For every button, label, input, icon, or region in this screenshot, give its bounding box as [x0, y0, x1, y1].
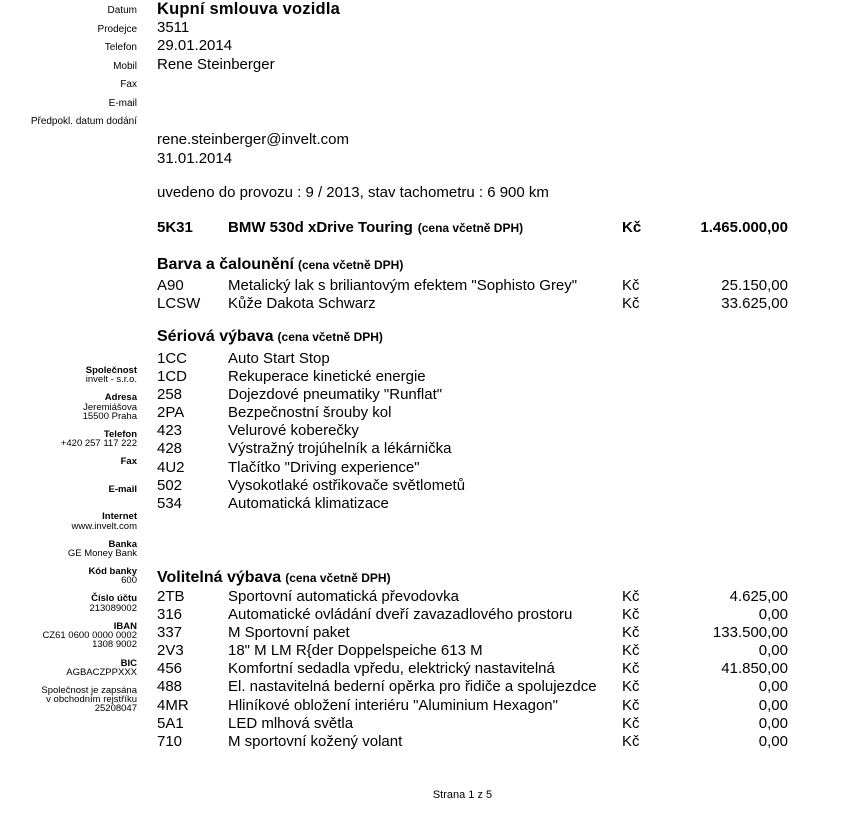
item-price: 0,00 [758, 714, 788, 732]
company-field-value [0, 494, 137, 503]
company-field-label: E-mail [108, 483, 137, 495]
item-currency: Kč [622, 623, 640, 641]
item-description: Bezpečnostní šrouby kol [228, 404, 392, 422]
item-row [157, 697, 788, 715]
item-currency: Kč [622, 678, 640, 696]
item-code: 534 [157, 495, 183, 512]
item-currency: Kč [622, 605, 640, 623]
company-field-value: 600 [121, 575, 137, 587]
item-row [157, 277, 788, 295]
company-field-label: Telefon [103, 429, 137, 441]
item-row [157, 404, 788, 422]
company-field-value: AGBACZPPXXX [66, 666, 137, 678]
header-value-line: 3511 [157, 18, 190, 36]
company-field-label: Kód banky [88, 566, 137, 578]
item-code: 502 [157, 476, 183, 494]
email-value: rene.steinberger@invelt.com [157, 131, 349, 148]
field-label: E-mail [108, 97, 137, 109]
item-row [157, 440, 788, 458]
company-group [0, 659, 137, 678]
item-description: Výstražný trojúhelník a lékárnička [228, 440, 452, 458]
section-color-upholstery [157, 256, 788, 313]
company-group [0, 430, 137, 449]
item-code: 1CD [157, 367, 188, 385]
item-row [157, 459, 788, 477]
item-row [157, 350, 788, 368]
company-field-value [0, 467, 137, 476]
section-standard-equipment [157, 328, 788, 513]
item-row [157, 295, 788, 313]
header-label-column [0, 2, 137, 132]
company-field-value: GE Money Bank [67, 547, 137, 559]
field-label: Fax [120, 79, 137, 90]
item-description: El. nastavitelná bederní opěrka pro řidiče a spolujezdce [228, 678, 597, 696]
section-heading [157, 328, 788, 347]
delivery-date-value: 31.01.2014 [157, 149, 233, 167]
vehicle-code: 5K31 [157, 219, 193, 236]
item-currency: Kč [622, 714, 640, 732]
vehicle-row [157, 219, 788, 238]
company-group [0, 622, 137, 650]
vehicle-name-cell [228, 219, 622, 238]
item-row [157, 495, 788, 513]
item-description: Dojezdové pneumatiky "Runflat" [228, 385, 443, 403]
company-group [0, 540, 137, 559]
section-heading [157, 256, 788, 275]
company-field-value: 213089002 [89, 602, 137, 614]
company-group [0, 512, 137, 531]
item-price: 0,00 [758, 696, 788, 714]
item-description: Vysokotlaké ostřikovače světlometů [228, 476, 466, 494]
item-currency: Kč [622, 733, 640, 750]
company-group [0, 485, 137, 504]
company-group [0, 567, 137, 586]
section-heading [157, 569, 788, 588]
field-label: Datum [107, 5, 137, 16]
field-label: Mobil [113, 60, 137, 72]
item-description: Kůže Dakota Schwarz [228, 294, 376, 312]
item-currency: Kč [622, 587, 640, 605]
item-description: 18" M LM R{der Doppelspeiche 613 M [228, 642, 483, 660]
item-description: M sportovní kožený volant [228, 733, 403, 750]
section-note: (cena včetně DPH) [285, 571, 391, 585]
item-code: 1CC [157, 349, 188, 367]
item-code: 4MR [157, 696, 189, 714]
header-value-line: Rene Steinberger [157, 55, 275, 73]
item-price: 25.150,00 [721, 276, 788, 294]
company-field-label: BIC [120, 657, 137, 669]
item-description: Velurové koberečky [228, 422, 359, 440]
company-field-label: Společnost [85, 365, 137, 376]
company-field-value: v obchodním rejstříku [46, 694, 137, 706]
company-field-value: 25208047 [94, 703, 137, 715]
section-optional-equipment [157, 569, 788, 751]
header-value-line: 29.01.2014 [157, 37, 233, 54]
item-description: M Sportovní paket [228, 623, 350, 641]
item-code: 258 [157, 385, 183, 403]
item-price: 0,00 [758, 605, 788, 623]
item-description: LED mlhová světla [228, 714, 354, 732]
item-code: 2PA [157, 404, 185, 422]
item-code: 428 [157, 440, 183, 458]
item-description: Auto Start Stop [228, 349, 330, 367]
item-code: 2V3 [157, 642, 184, 660]
vehicle-currency: Kč [622, 219, 642, 236]
item-description: Sportovní automatická převodovka [228, 587, 459, 605]
item-row [157, 678, 788, 696]
company-field-label: Internet [102, 511, 137, 523]
company-field-label: Číslo účtu [91, 593, 137, 605]
item-price: 33.625,00 [721, 294, 788, 312]
company-info [0, 366, 137, 723]
company-group [0, 594, 137, 613]
vehicle-price: 1.465.000,00 [700, 219, 788, 236]
company-field-value: 1308 9002 [92, 639, 137, 651]
company-field-value: Jeremiášova [83, 401, 137, 413]
item-row [157, 477, 788, 495]
item-currency: Kč [622, 696, 640, 714]
item-price: 4.625,00 [729, 587, 788, 605]
usage-note: uvedeno do provozu : 9 / 2013, stav tachometru : 6 900 km [157, 184, 549, 201]
item-code: 2TB [157, 587, 185, 605]
page-footer: Strana 1 z 5 [432, 789, 493, 801]
company-field-label: IBAN [113, 620, 137, 632]
item-code: 710 [157, 733, 183, 750]
company-field-value: 15500 Praha [82, 410, 137, 422]
item-currency: Kč [622, 276, 640, 294]
company-field-label: Banka [108, 538, 137, 550]
section-title: Volitelná výbava [157, 569, 282, 586]
item-description: Hliníkové obložení interiéru "Aluminium Hexagon" [228, 696, 558, 714]
item-price: 0,00 [758, 678, 788, 696]
item-code: 5A1 [157, 714, 184, 732]
item-code: 337 [157, 623, 183, 641]
vehicle-price-note: (cena včetně DPH) [417, 221, 524, 235]
item-code: 488 [157, 678, 183, 696]
section-rows [157, 275, 788, 313]
company-field-value: www.invelt.com [71, 520, 137, 532]
field-label: Telefon [104, 42, 137, 53]
section-note: (cena včetně DPH) [297, 258, 404, 272]
item-currency: Kč [622, 294, 640, 312]
company-field-value: CZ61 0600 0000 0002 [42, 630, 137, 642]
item-price: 133.500,00 [712, 623, 788, 641]
item-code: LCSW [157, 294, 201, 312]
company-group [0, 366, 137, 385]
item-row [157, 368, 788, 386]
field-label: Prodejce [97, 23, 137, 35]
company-field-value: +420 257 117 222 [60, 438, 137, 450]
section-title: Sériová výbava [157, 328, 274, 345]
item-row [157, 660, 788, 678]
item-description: Rekuperace kinetické energie [228, 367, 426, 385]
item-code: 423 [157, 422, 183, 440]
company-field-value: Společnost je zapsána [41, 684, 137, 696]
item-description: Komfortní sedadla vpředu, elektrický nastavitelná [228, 660, 555, 678]
company-field-label: Fax [120, 456, 137, 468]
item-price: 41.850,00 [721, 660, 788, 678]
section-rows [157, 347, 788, 514]
item-description: Automatická klimatizace [228, 495, 389, 512]
item-currency: Kč [622, 642, 640, 660]
header-values [157, 0, 340, 74]
item-description: Tlačítko "Driving experience" [228, 458, 420, 476]
item-row [157, 642, 788, 660]
item-code: 316 [157, 605, 183, 623]
section-note: (cena včetně DPH) [277, 330, 383, 344]
item-row [157, 624, 788, 642]
item-code: 4U2 [157, 458, 185, 476]
vehicle-name: BMW 530d xDrive Touring [228, 219, 413, 236]
item-description: Metalický lak s briliantovým efektem "Sophisto Grey" [228, 276, 578, 294]
company-field-label: Adresa [104, 392, 137, 404]
field-label: Předpokl. datum dodání [30, 116, 137, 127]
company-group [0, 393, 137, 421]
company-field-value: invelt - s.r.o. [85, 374, 137, 386]
item-description: Automatické ovládání dveří zavazadlového prostoru [228, 605, 573, 623]
item-row [157, 606, 788, 624]
company-group [0, 457, 137, 476]
document-title: Kupní smlouva vozidla [157, 0, 340, 18]
item-row [157, 733, 788, 751]
item-row [157, 715, 788, 733]
item-currency: Kč [622, 660, 640, 678]
item-row [157, 386, 788, 404]
item-code: A90 [157, 276, 184, 294]
item-row [157, 588, 788, 606]
section-title: Barva a čalounění [157, 256, 294, 273]
section-rows [157, 588, 788, 752]
item-row [157, 422, 788, 440]
item-price: 0,00 [758, 733, 788, 750]
contact-block [157, 131, 349, 168]
item-code: 456 [157, 660, 183, 678]
item-price: 0,00 [758, 642, 788, 660]
company-group [0, 686, 137, 714]
